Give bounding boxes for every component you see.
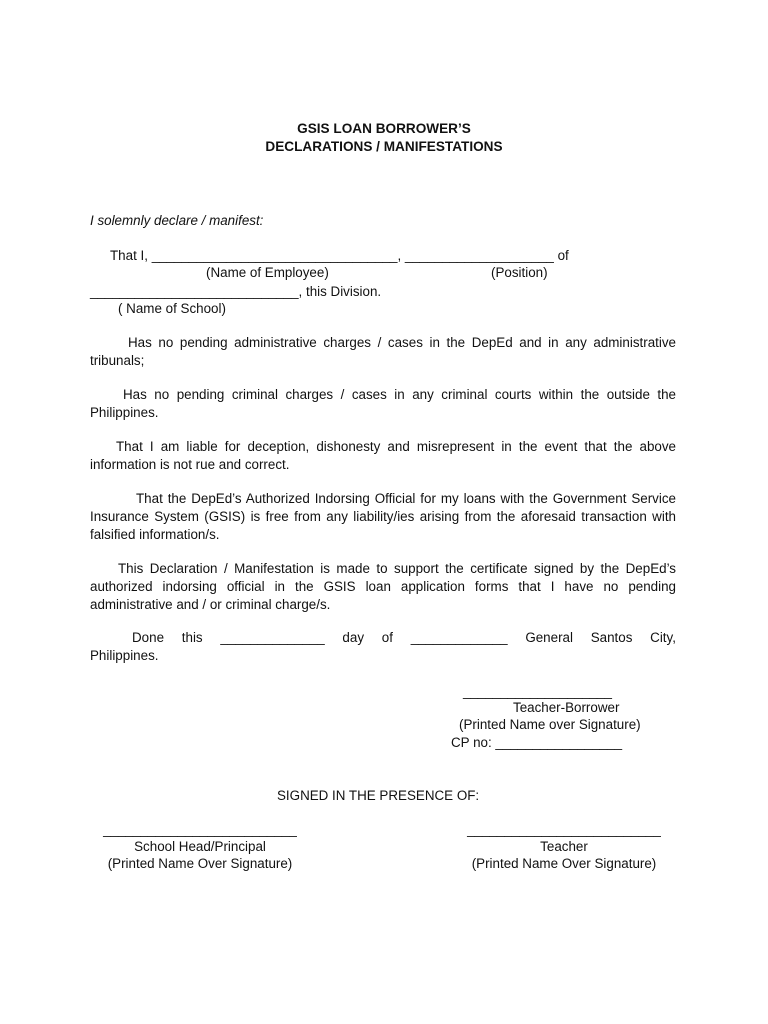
declaration-paragraph-1: Has no pending administrative charges / cases in the DepEd and in any administrative tribunals; — [90, 335, 676, 368]
employee-line-prefix: That I, — [110, 248, 152, 263]
position-caption: (Position) — [491, 265, 548, 280]
borrower-signature-line: ____________________ — [463, 684, 612, 699]
witness-right-role: Teacher — [540, 839, 588, 854]
position-blank: ____________________ — [404, 248, 554, 263]
school-blank: ____________________________ — [90, 284, 299, 299]
employee-name-blank: _________________________________ — [151, 248, 398, 263]
school-caption: ( Name of School) — [118, 301, 226, 316]
cp-blank: _________________ — [495, 735, 623, 750]
done-location: General Santos City, Philippines. — [90, 630, 676, 663]
declaration-paragraph-3: That I am liable for deception, dishonesty and misrepresent in the event that the above information is not rue and correct. — [90, 439, 676, 472]
employee-line-separator: , — [397, 248, 405, 263]
done-prefix: Done this — [132, 630, 203, 645]
cp-number-line — [451, 734, 622, 752]
witness-right-signature-line: __________________________ — [467, 822, 661, 837]
witness-right-caption: (Printed Name Over Signature) — [471, 856, 657, 871]
witness-left-signature-line: __________________________ — [103, 822, 297, 837]
day-blank: ______________ — [220, 630, 325, 645]
witness-left-role: School Head/Principal — [134, 839, 266, 854]
done-middle: day of — [342, 630, 393, 645]
school-line-suffix: , this Division. — [298, 284, 382, 299]
declaration-paragraph-2: Has no pending criminal charges / cases in any criminal courts within the outside the Philippines. — [90, 387, 676, 420]
document-title-line-1: GSIS LOAN BORROWER’S — [297, 121, 471, 136]
month-blank: _____________ — [410, 630, 508, 645]
borrower-role: Teacher-Borrower — [513, 700, 620, 715]
employee-line — [110, 247, 569, 265]
intro-statement: I solemnly declare / manifest: — [90, 213, 264, 228]
witness-heading: SIGNED IN THE PRESENCE OF: — [277, 788, 480, 803]
document-title-line-2: DECLARATIONS / MANIFESTATIONS — [265, 139, 503, 154]
employee-line-suffix: of — [553, 248, 569, 263]
declaration-paragraph-5: This Declaration / Manifestation is made to support the certificate signed by the DepEd’s authorized indorsing official in the GSIS loan application forms that I have no pending administrative and / or criminal charge/s. — [90, 561, 676, 612]
cp-label: CP no: — [451, 735, 496, 750]
borrower-caption: (Printed Name over Signature) — [459, 717, 641, 732]
declaration-paragraph-4: That the DepEd’s Authorized Indorsing Official for my loans with the Government Service Insurance System (GSIS) is free from any liability/ies arising from the aforesaid transaction with falsified information/s. — [90, 491, 676, 542]
employee-name-caption: (Name of Employee) — [206, 265, 329, 280]
witness-left-caption: (Printed Name Over Signature) — [107, 856, 293, 871]
done-date-line — [90, 629, 676, 665]
school-line — [90, 283, 381, 301]
